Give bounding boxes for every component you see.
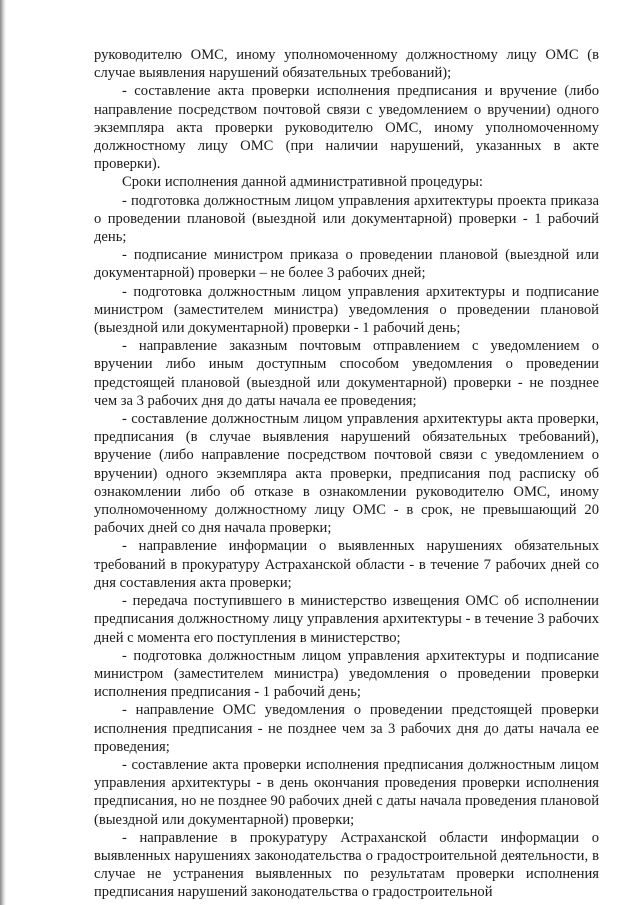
paragraph-deadlines-heading: Сроки исполнения данной административной процедуры: xyxy=(122,174,483,191)
paragraph-inspection-act: - составление акта проверки исполнения предписания и вручение (либо направление посредством почтовой связи с уведомлением о вручении) одного экземпляра акта проверки руководителю ОМС, иному уполномоченному должностному лицу ОМС (при наличии нарушений, указанных в акте проверки). xyxy=(94,83,599,173)
paragraph-notice-mailing: - направление заказным почтовым отправлением с уведомлением о вручении либо иным доступным способом уведомления о проведении предстоящей плановой (выездной или документарной) проверки - не позднее чем за 3 рабочих дня до даты начала ее проведения; xyxy=(94,338,599,409)
paragraph-followup-act: - составление акта проверки исполнения предписания должностным лицом управления архитектуры - в день окончания проведения проверки исполнения предписания, но не позднее 90 рабочих дней с даты начала проведения плановой (выездной или документарной) проверки; xyxy=(94,756,599,828)
paragraph-order-signing: - подписание министром приказа о проведении плановой (выездной или документарной) проверки – не более 3 рабочих дней; xyxy=(94,247,599,282)
scan-edge-shadow xyxy=(0,0,6,905)
paragraph-notice-preparation: - подготовка должностным лицом управления архитектуры и подписание министром (заместителем министра) уведомления о проведении плановой (выездной или документарной) проверки - 1 рабочий день; xyxy=(94,283,599,337)
paragraph-followup-mailing: - направление ОМС уведомления о проведении предстоящей проверки исполнения предписания - не позднее чем за 3 рабочих дня до даты начала ее проведения; xyxy=(94,702,599,755)
document-page xyxy=(94,46,599,902)
paragraph-followup-notice: - подготовка должностным лицом управления архитектуры и подписание министром (заместителем министра) уведомления о проведении проверки исполнения предписания - 1 рабочий день; xyxy=(94,647,599,701)
paragraph-prosecutor-info: - направление информации о выявленных нарушениях обязательных требований в прокуратуру Астраханской области - в течение 7 рабочих дней со дня составления акта проверки; xyxy=(94,538,599,591)
paragraph-act-compilation: - составление должностным лицом управления архитектуры акта проверки, предписания (в случае выявления нарушений обязательных требований), вручение (либо направление посредством почтовой связи с уведомлением о вручении) одного экземпляра акта проверки, предписания под расписку об ознакомлении либо об отказе в ознакомлении руководителю ОМС, иному уполномоченному должностному лицу ОМС - в срок, не превышающий 20 рабочих дней со дня начала проверки; xyxy=(94,411,599,537)
paragraph-order-draft: - подготовка должностным лицом управления архитектуры проекта приказа о проведении плановой (выездной или документарной) проверки - 1 рабочий день; xyxy=(94,192,599,246)
paragraph-notice-transfer: - передача поступившего в министерство извещения ОМС об исполнении предписания должностному лицу управления архитектуры - в течение 3 рабочих дней с момента его поступления в министерство; xyxy=(94,593,599,646)
paragraph-prosecutor-violations: - направление в прокуратуру Астраханской области информации о выявленных нарушениях законодательства о градостроительной деятельности, в случае не устранения выявленных по результатам проверки исполнения предписания нарушений законодательства о градостроительной xyxy=(94,829,599,901)
paragraph-continuation: руководителю ОМС, иному уполномоченному должностному лицу ОМС (в случае выявления нарушений обязательных требований); xyxy=(94,47,599,82)
